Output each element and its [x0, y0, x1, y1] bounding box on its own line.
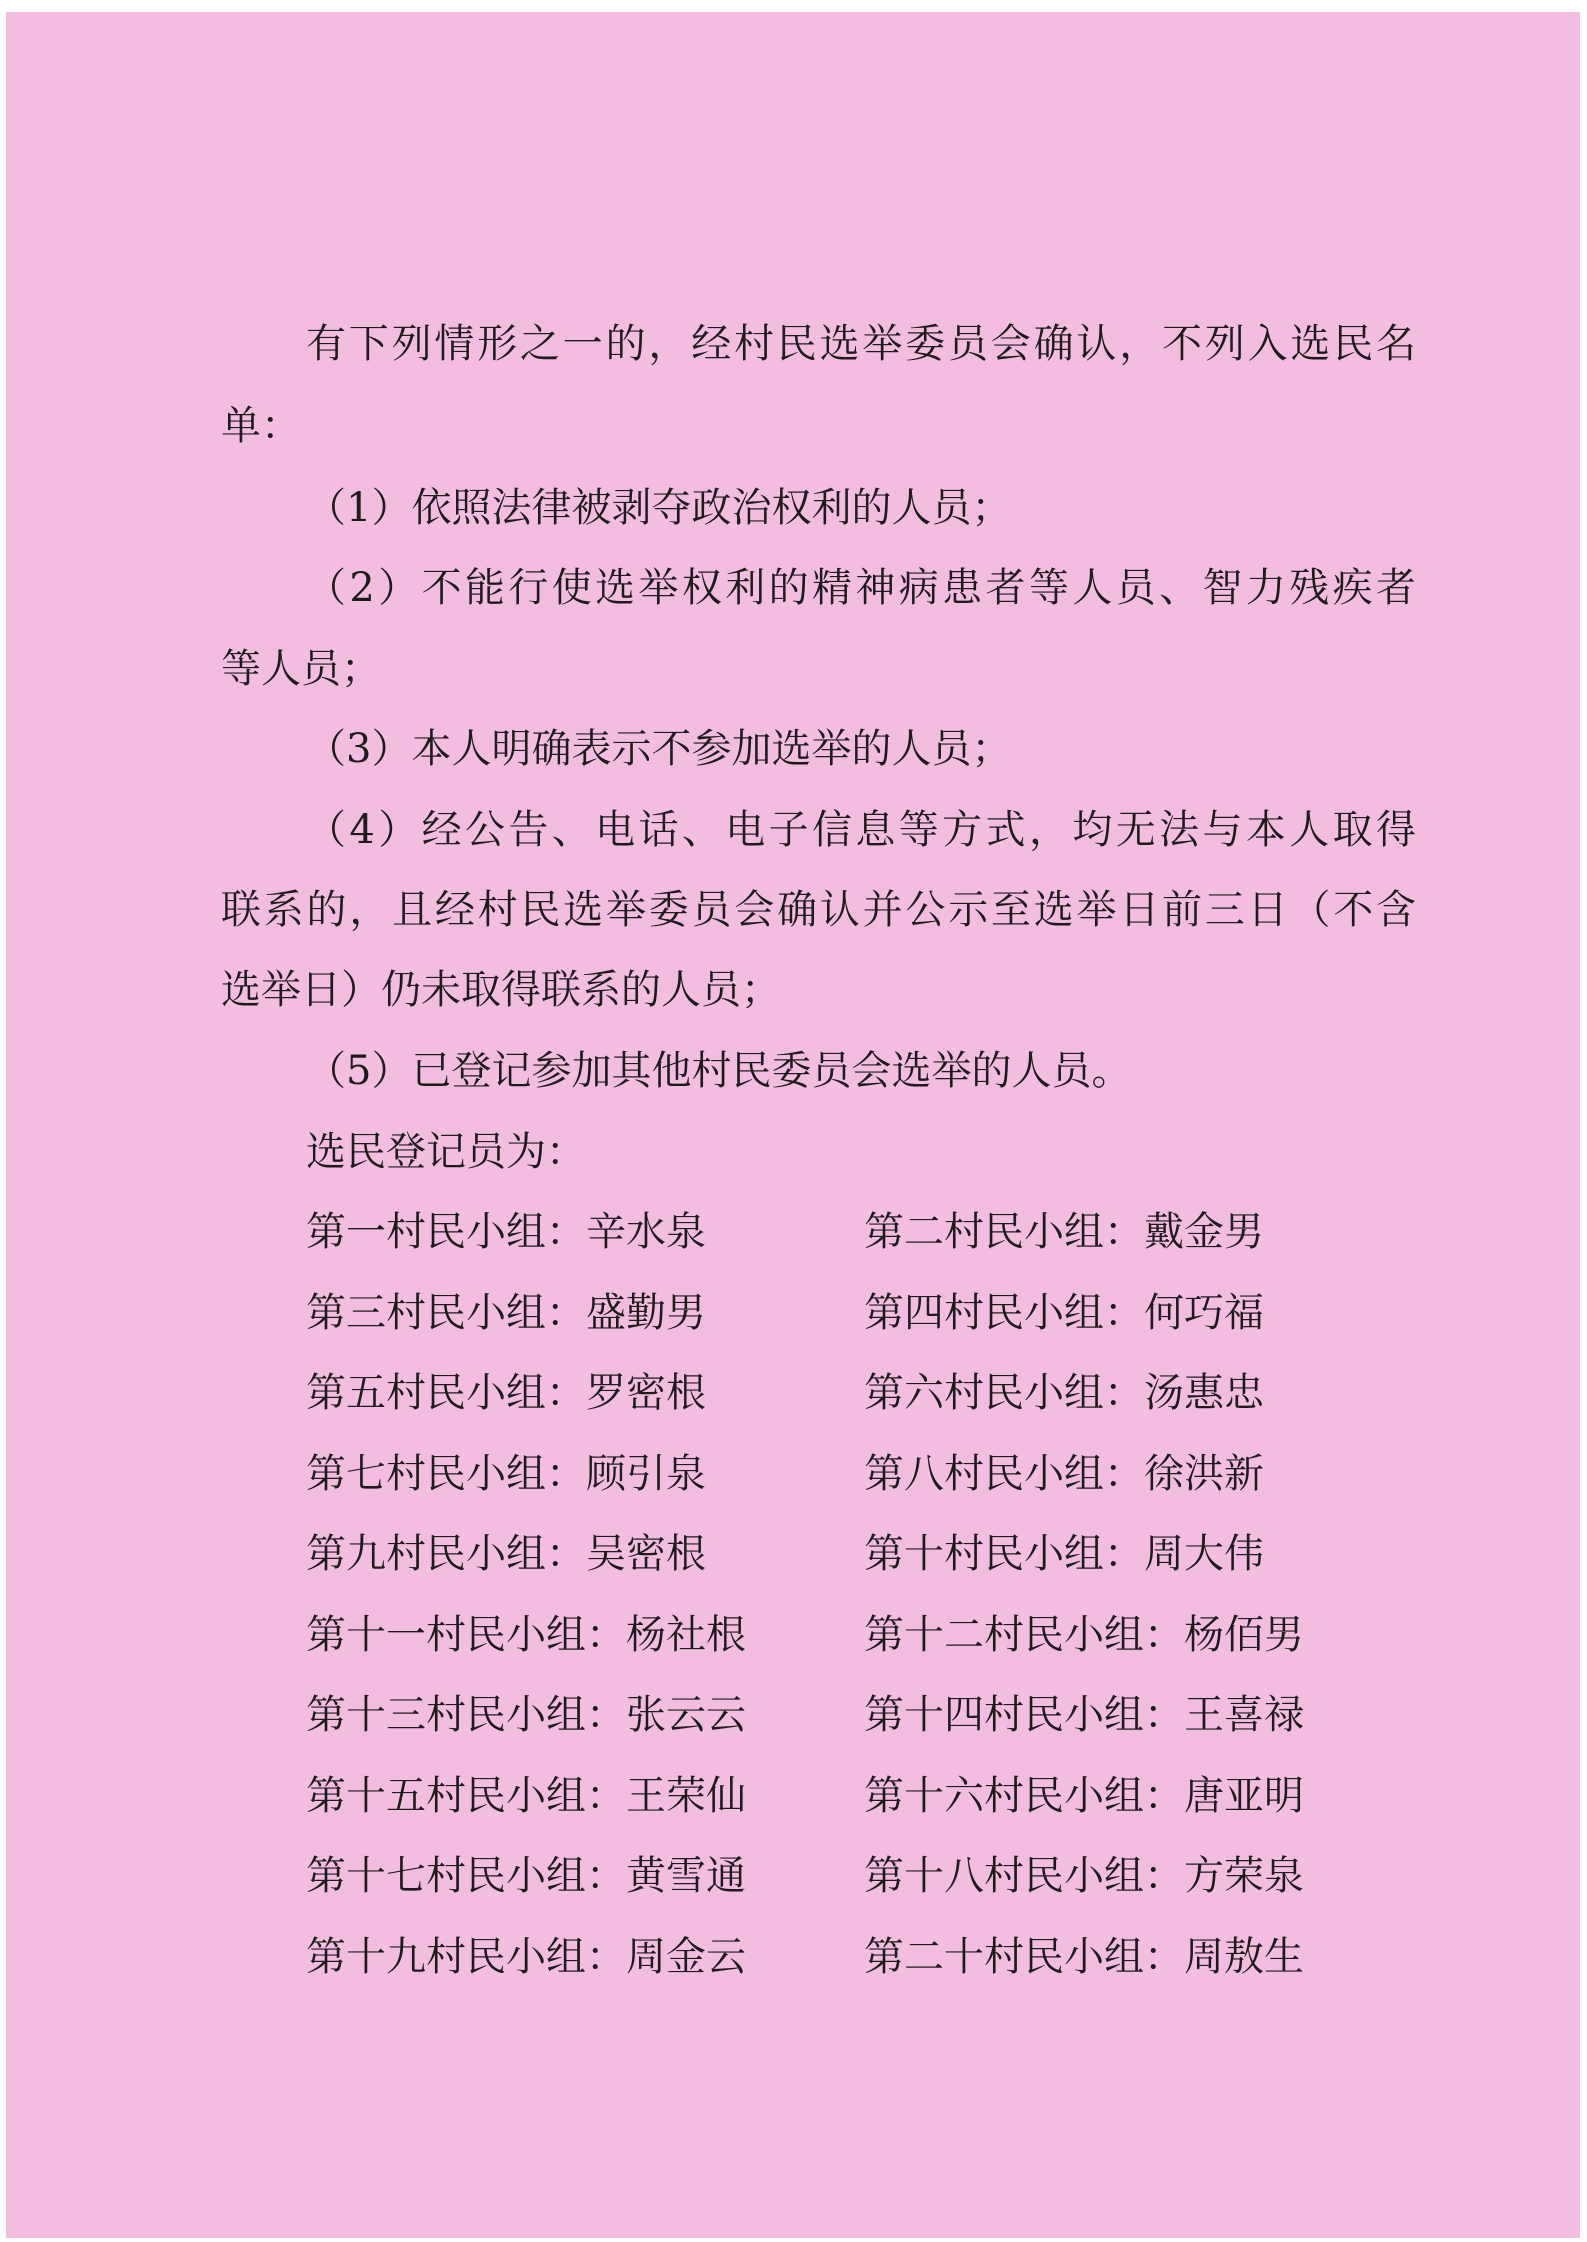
registrar-left: 第七村民小组：顾引泉: [306, 1451, 706, 1497]
item-4-line-3: 选举日）仍未取得联系的人员；: [221, 967, 781, 1013]
registrar-right: 第十四村民小组：王喜禄: [864, 1692, 1304, 1738]
item-4-line-1: （4）经公告、电话、电子信息等方式，均无法与本人取得: [306, 807, 1416, 853]
registrar-right: 第四村民小组：何巧福: [864, 1290, 1264, 1336]
registrar-right: 第二村民小组：戴金男: [864, 1209, 1264, 1255]
item-1: （1）依照法律被剥夺政治权利的人员；: [306, 485, 1012, 531]
registrar-right: 第八村民小组：徐洪新: [864, 1451, 1264, 1497]
registrar-left: 第五村民小组：罗密根: [306, 1370, 706, 1416]
registrar-left: 第十九村民小组：周金云: [306, 1934, 746, 1980]
registrar-right: 第十六村民小组：唐亚明: [864, 1773, 1304, 1819]
item-2-line-2: 等人员；: [221, 646, 381, 692]
registrar-left: 第十三村民小组：张云云: [306, 1692, 746, 1738]
registrar-right: 第十二村民小组：杨佰男: [864, 1612, 1304, 1658]
registrar-left: 第三村民小组：盛勤男: [306, 1290, 706, 1336]
registrar-left: 第十七村民小组：黄雪通: [306, 1853, 746, 1899]
item-4-line-2: 联系的，且经村民选举委员会确认并公示至选举日前三日（不含: [221, 887, 1416, 933]
registrar-left: 第一村民小组：辛水泉: [306, 1209, 706, 1255]
registrar-right: 第六村民小组：汤惠忠: [864, 1370, 1264, 1416]
registrars-heading: 选民登记员为：: [306, 1129, 586, 1175]
item-3: （3）本人明确表示不参加选举的人员；: [306, 726, 1012, 772]
registrar-right: 第十村民小组：周大伟: [864, 1531, 1264, 1577]
registrar-right: 第二十村民小组：周敖生: [864, 1934, 1304, 1980]
item-2-line-1: （2）不能行使选举权利的精神病患者等人员、智力残疾者: [306, 565, 1416, 611]
registrar-left: 第十一村民小组：杨社根: [306, 1612, 746, 1658]
registrar-right: 第十八村民小组：方荣泉: [864, 1853, 1304, 1899]
intro-line-2: 单：: [221, 403, 301, 449]
item-5: （5）已登记参加其他村民委员会选举的人员。: [306, 1048, 1132, 1094]
document-page: [6, 12, 1580, 2238]
intro-line-1: 有下列情形之一的，经村民选举委员会确认，不列入选民名: [306, 321, 1416, 367]
registrar-left: 第十五村民小组：王荣仙: [306, 1773, 746, 1819]
registrar-left: 第九村民小组：吴密根: [306, 1531, 706, 1577]
